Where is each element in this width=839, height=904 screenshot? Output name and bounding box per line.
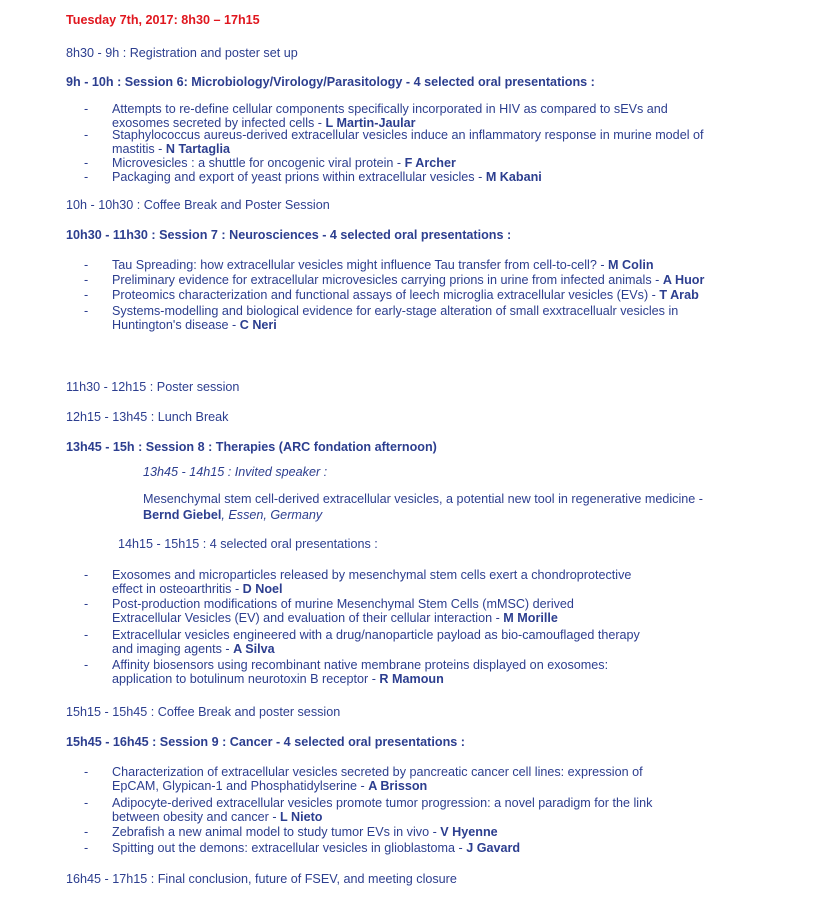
bullet-dash: - (84, 568, 89, 582)
session6-item: Attempts to re-define cellular components specifically incorporated in HIV as compared to sEVs and exosomes secreted by infected cells - L Martin-Jaular (112, 102, 668, 130)
coffee-break-line: 10h - 10h30 : Coffee Break and Poster Session (66, 198, 330, 212)
session9-item: Adipocyte-derived extracellular vesicles promote tumor progression: a novel paradigm for the link between obesity and cancer - L Nieto (112, 796, 653, 824)
author-name: T Arab (659, 288, 699, 302)
bullet-dash: - (84, 258, 89, 272)
author-name: L Martin-Jaular (325, 116, 416, 130)
closing-line: 16h45 - 17h15 : Final conclusion, future of FSEV, and meeting closure (66, 872, 457, 886)
session6-item: Microvesicles : a shuttle for oncogenic viral protein - F Archer (112, 156, 456, 170)
bullet-dash: - (84, 128, 89, 142)
author-name: M Colin (608, 258, 654, 272)
registration-line: 8h30 - 9h : Registration and poster set up (66, 46, 298, 60)
author-name: C Neri (239, 318, 277, 332)
author-name: A Silva (233, 642, 275, 656)
author-name: A Huor (662, 273, 705, 287)
author-name: N Tartaglia (165, 142, 231, 156)
invited-talk-title: Mesenchymal stem cell-derived extracellular vesicles, a potential new tool in regenerative medicine - (143, 492, 703, 506)
session7-item: Systems-modelling and biological evidence for early-stage alteration of small exxtracellualr vesicles in Huntington's disease - C Neri (112, 304, 679, 332)
author-name: J Gavard (466, 841, 521, 855)
lunch-line: 12h15 - 13h45 : Lunch Break (66, 410, 229, 424)
session7-item: Proteomics characterization and functional assays of leech microglia extracellular vesicles (EVs) - T Arab (112, 288, 699, 302)
bullet-dash: - (84, 156, 89, 170)
session8-header: 13h45 - 15h : Session 8 : Therapies (ARC fondation afternoon) (66, 440, 437, 454)
bullet-dash: - (84, 304, 89, 318)
session7-item: Tau Spreading: how extracellular vesicles might influence Tau transfer from cell-to-cell? - M Colin (112, 258, 654, 272)
bullet-dash: - (84, 288, 89, 302)
session6-item: Staphylococcus aureus-derived extracellular vesicles induce an inflammatory response in murine model of mastitis - N Tartaglia (112, 128, 704, 156)
oral-presentations-time: 14h15 - 15h15 : 4 selected oral presentations : (118, 537, 378, 551)
bullet-dash: - (84, 170, 89, 184)
bullet-dash: - (84, 102, 89, 116)
author-name: D Noel (242, 582, 283, 596)
session6-item: Packaging and export of yeast prions within extracellular vesicles - M Kabani (112, 170, 542, 184)
coffee-break-line: 15h15 - 15h45 : Coffee Break and poster session (66, 705, 341, 719)
speaker-name: Bernd Giebel (143, 508, 222, 522)
bullet-dash: - (84, 796, 89, 810)
session8-item: Affinity biosensors using recombinant native membrane proteins displayed on exosomes: application to botulinum neurotoxin B receptor - R Mamoun (112, 658, 609, 686)
bullet-dash: - (84, 628, 89, 642)
session8-item: Exosomes and microparticles released by mesenchymal stem cells exert a chondroprotective effect in osteoarthritis - D Noel (112, 568, 632, 596)
bullet-dash: - (84, 658, 89, 672)
author-name: L Nieto (280, 810, 323, 824)
session7-item: Preliminary evidence for extracellular microvesicles carrying prions in urine from infected animals - A Huor (112, 273, 705, 287)
speaker-affiliation: , Essen, Germany (221, 508, 323, 522)
author-name: V Hyenne (440, 825, 498, 839)
bullet-dash: - (84, 825, 89, 839)
session8-item: Extracellular vesicles engineered with a drug/nanoparticle payload as bio-camouflaged therapy and imaging agents - A Silva (112, 628, 640, 656)
author-name: F Archer (404, 156, 456, 170)
day-header: Tuesday 7th, 2017: 8h30 – 17h15 (66, 13, 260, 27)
author-name: M Kabani (485, 170, 542, 184)
session9-item: Spitting out the demons: extracellular vesicles in glioblastoma - J Gavard (112, 841, 521, 855)
session9-item: Zebrafish a new animal model to study tumor EVs in vivo - V Hyenne (112, 825, 498, 839)
bullet-dash: - (84, 273, 89, 287)
author-name: M Morille (503, 611, 558, 625)
poster-session-line: 11h30 - 12h15 : Poster session (66, 380, 240, 394)
author-name: A Brisson (368, 779, 428, 793)
bullet-dash: - (84, 597, 89, 611)
invited-speaker (143, 508, 322, 522)
bullet-dash: - (84, 765, 89, 779)
session8-item: Post-production modifications of murine Mesenchymal Stem Cells (mMSC) derived Extracellular Vesicles (EV) and evaluation of their cellular interaction - M Morille (112, 597, 574, 625)
bullet-dash: - (84, 841, 89, 855)
invited-speaker-time: 13h45 - 14h15 : Invited speaker : (143, 465, 328, 479)
session7-header: 10h30 - 11h30 : Session 7 : Neurosciences - 4 selected oral presentations : (66, 228, 512, 242)
session6-header: 9h - 10h : Session 6: Microbiology/Virology/Parasitology - 4 selected oral presentations : (66, 75, 595, 89)
session9-item: Characterization of extracellular vesicles secreted by pancreatic cancer cell lines: expression of EpCAM, Glypican-1 and Phosphatidylserine - A Brisson (112, 765, 643, 793)
session9-header: 15h45 - 16h45 : Session 9 : Cancer - 4 selected oral presentations : (66, 735, 465, 749)
author-name: R Mamoun (379, 672, 444, 686)
